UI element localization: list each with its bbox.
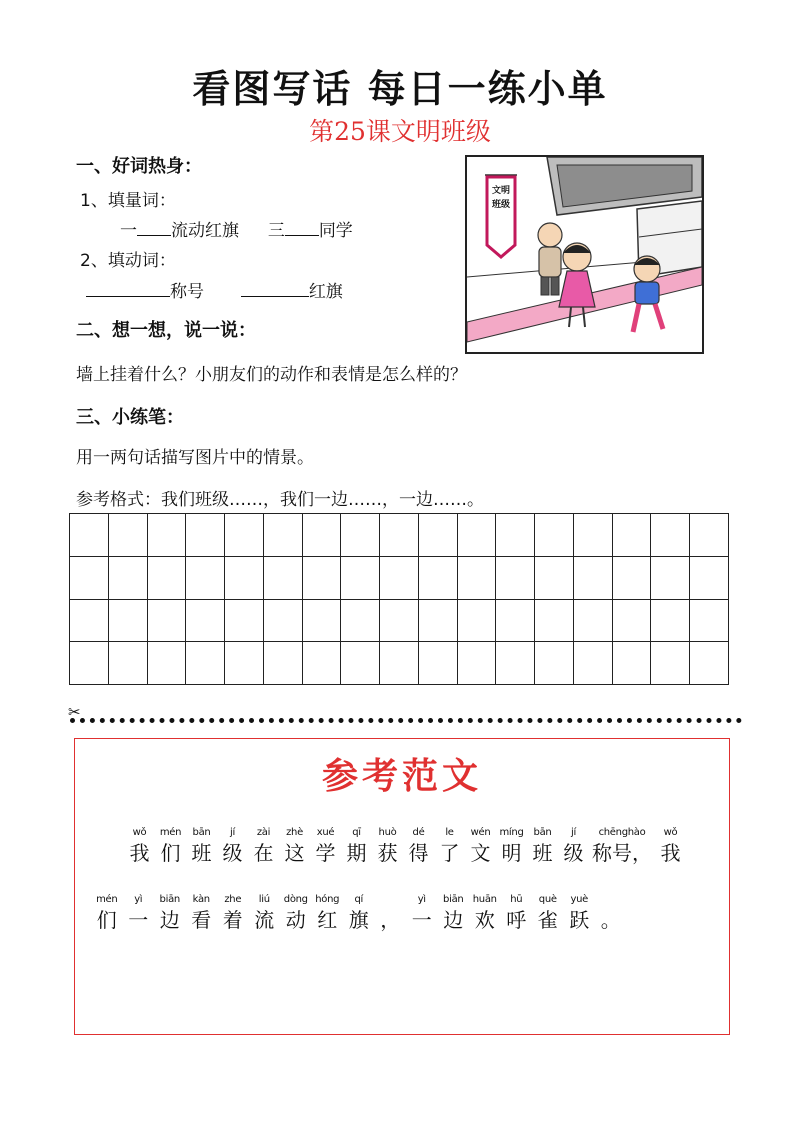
pinyin: le [445,827,454,838]
reference-line-1 [124,826,686,866]
grid-cell[interactable] [651,556,690,599]
pinyin-char [527,826,558,866]
classroom-illustration [465,155,704,354]
grid-cell[interactable] [302,556,341,599]
section3-instruction: 用一两句话描写图片中的情景。 [76,448,314,468]
pinyin: xué [316,827,335,838]
section3-format: 参考格式：我们班级……，我们一边……，一边……。 [76,490,484,510]
pinyin-char [589,826,655,866]
pinyin-char [248,826,279,866]
pinyin-char [469,893,501,933]
grid-cell[interactable] [690,556,729,599]
grid-cell[interactable] [70,556,109,599]
grid-cell[interactable] [263,599,302,642]
grid-cell[interactable] [496,556,535,599]
grid-cell[interactable] [573,599,612,642]
pinyin-char [155,826,186,866]
hanzi: 我 [129,841,150,865]
hanzi: ， [380,908,401,932]
q1-prefix-a: 一 [120,221,137,241]
grid-cell[interactable] [263,514,302,557]
pinyin-char [532,893,564,933]
grid-cell[interactable] [535,556,574,599]
grid-cell[interactable] [573,514,612,557]
q2-blank-a[interactable] [86,280,170,297]
q2-line [86,277,343,302]
pinyin: bān [533,827,552,838]
pinyin-char [655,826,686,866]
grid-cell[interactable] [380,599,419,642]
grid-cell[interactable] [108,514,147,557]
pinyin-char [154,893,186,933]
grid-cell[interactable] [418,642,457,685]
grid-cell[interactable] [535,514,574,557]
grid-cell[interactable] [186,599,225,642]
pinyin-char [434,826,465,866]
pinyin: yì [417,894,426,905]
pinyin: biān [443,894,464,905]
hanzi: 边 [443,908,464,932]
grid-cell[interactable] [147,642,186,685]
lesson-subtitle: 第25课文明班级 [309,117,491,146]
hanzi: 边 [159,908,180,932]
hanzi: 动 [285,908,306,932]
grid-cell[interactable] [496,514,535,557]
grid-cell[interactable] [690,642,729,685]
hanzi: 获 [377,841,398,865]
grid-cell[interactable] [341,599,380,642]
pinyin-char [343,893,375,933]
grid-cell[interactable] [302,642,341,685]
hanzi: 我 [660,841,681,865]
pinyin-char [124,826,155,866]
pinyin-char [501,893,533,933]
grid-cell[interactable] [418,599,457,642]
q1-word-b: 同学 [318,221,353,241]
pinyin-char [217,893,249,933]
grid-cell[interactable] [263,642,302,685]
pinyin: wǒ [132,827,147,838]
pinyin: qī [352,827,361,838]
hanzi: 一 [411,908,432,932]
pinyin-char [438,893,470,933]
pinyin-char [123,893,155,933]
pinyin-char [186,826,217,866]
grid-cell[interactable] [70,599,109,642]
hanzi: 看 [191,908,212,932]
hanzi: 着 [222,908,243,932]
grid-row [70,556,729,599]
grid-cell[interactable] [70,642,109,685]
pinyin [595,893,627,907]
pinyin: míng [499,827,524,838]
grid-cell[interactable] [457,599,496,642]
section3-heading: 三、小练笔： [76,407,184,428]
q2-word-a: 称号 [170,282,204,302]
grid-cell[interactable] [225,514,264,557]
grid-cell[interactable] [263,556,302,599]
grid-cell[interactable] [612,514,651,557]
hanzi: 在 [253,841,274,865]
grid-cell[interactable] [690,514,729,557]
grid-cell[interactable] [573,642,612,685]
pinyin: wǒ [663,827,678,838]
pinyin: chēnghào [598,827,646,838]
hanzi: 级 [563,841,584,865]
hanzi: 文 [470,841,491,865]
grid-cell[interactable] [341,642,380,685]
pinyin: yì [134,894,143,905]
pinyin-char [312,893,344,933]
grid-cell[interactable] [690,599,729,642]
illustration-drawing [467,157,702,352]
grid-cell[interactable] [108,599,147,642]
grid-row [70,599,729,642]
grid-cell[interactable] [186,642,225,685]
q1-blank-a[interactable] [137,219,171,236]
grid-cell[interactable] [651,514,690,557]
hanzi: 们 [96,908,117,932]
pinyin: dé [412,827,425,838]
grid-cell[interactable] [457,514,496,557]
hanzi: 班 [532,841,553,865]
pinyin [375,893,407,907]
pinyin-char [403,826,434,866]
hanzi: 班 [191,841,212,865]
pinyin: jí [571,827,576,838]
grid-cell[interactable] [651,642,690,685]
pinyin: wén [470,827,491,838]
pinyin: bān [192,827,211,838]
grid-cell[interactable] [341,514,380,557]
hanzi: 级 [222,841,243,865]
grid-cell[interactable] [108,556,147,599]
grid-cell[interactable] [535,642,574,685]
grid-cell[interactable] [225,642,264,685]
q2-label: 2、填动词： [80,251,176,271]
grid-cell[interactable] [186,556,225,599]
pinyin-char [496,826,527,866]
grid-cell[interactable] [535,599,574,642]
hanzi: 。 [600,908,621,932]
pinyin-char [372,826,403,866]
q1-label: 1、填量词： [80,191,176,211]
pinyin-char [341,826,372,866]
hanzi: 这 [284,841,305,865]
grid-cell[interactable] [418,556,457,599]
hanzi: 呼 [506,908,527,932]
pinyin: zhe [224,894,242,905]
svg-text:班级: 班级 [491,200,511,210]
grid-cell[interactable] [225,599,264,642]
pinyin-char [186,893,218,933]
grid-cell[interactable] [225,556,264,599]
section2-heading: 二、想一想，说一说： [76,320,256,341]
hanzi: 期 [346,841,367,865]
pinyin: dòng [283,894,308,905]
grid-cell[interactable] [70,514,109,557]
grid-cell[interactable] [457,642,496,685]
grid-cell[interactable] [186,514,225,557]
q1-blank-b[interactable] [285,219,319,236]
pinyin: mén [96,894,118,905]
grid-cell[interactable] [651,599,690,642]
pinyin-char [465,826,496,866]
pinyin: mén [159,827,182,838]
pinyin: hóng [315,894,340,905]
hanzi: 流 [254,908,275,932]
writing-grid[interactable] [69,513,729,685]
hanzi: 红 [317,908,338,932]
q1-prefix-b: 三 [267,221,285,241]
reference-title: 参考范文 [321,755,482,797]
grid-cell[interactable] [147,599,186,642]
grid-cell[interactable] [612,599,651,642]
worksheet-title: 看图写话 每日一练小单 [192,67,608,111]
pinyin: huān [472,894,497,905]
grid-cell[interactable] [380,642,419,685]
hanzi: 们 [160,841,181,865]
pinyin-char [558,826,589,866]
grid-cell[interactable] [612,642,651,685]
grid-cell[interactable] [147,556,186,599]
pinyin: zhè [286,827,303,838]
pinyin-char [595,893,627,933]
pinyin: jí [230,827,235,838]
hanzi: 学 [315,841,336,865]
cut-line [70,718,742,723]
pinyin: liú [258,894,270,905]
section2-question: 墙上挂着什么？小朋友们的动作和表情是怎么样的？ [76,365,467,385]
pinyin: qí [354,894,364,905]
pinyin-char [217,826,248,866]
pinyin: què [538,894,557,905]
scissors-icon: ✂ [68,703,81,721]
grid-cell[interactable] [380,514,419,557]
hanzi: 一 [128,908,149,932]
grid-cell[interactable] [302,599,341,642]
q2-word-b: 红旗 [308,282,343,302]
hanzi: 得 [408,841,429,865]
grid-cell[interactable] [496,642,535,685]
grid-cell[interactable] [147,514,186,557]
hanzi: 明 [501,841,522,865]
hanzi: 旗 [348,908,369,932]
pinyin: yuè [570,894,588,905]
grid-cell[interactable] [457,556,496,599]
hanzi: 雀 [537,908,558,932]
pinyin-char [564,893,596,933]
pinyin-char [280,893,312,933]
pinyin: hū [510,894,523,905]
section1-heading: 一、好词热身： [76,156,202,177]
pinyin-char [310,826,341,866]
hanzi: 欢 [474,908,495,932]
q1-line [120,216,353,241]
banner-text: 文明 [491,186,511,196]
pinyin: kàn [192,894,210,905]
pinyin-char [249,893,281,933]
grid-cell[interactable] [302,514,341,557]
grid-cell[interactable] [341,556,380,599]
grid-row [70,514,729,557]
reference-line-2 [91,893,627,933]
grid-cell[interactable] [612,556,651,599]
hanzi: 跃 [569,908,590,932]
pinyin-char [375,893,407,933]
pinyin: zài [256,827,271,838]
hanzi: 了 [439,841,460,865]
q1-word-a: 流动红旗 [171,221,239,241]
grid-cell[interactable] [108,642,147,685]
grid-cell[interactable] [380,556,419,599]
grid-cell[interactable] [496,599,535,642]
pinyin-char [279,826,310,866]
pinyin: biān [159,894,180,905]
hanzi: 称号， [592,841,652,865]
grid-row [70,642,729,685]
pinyin: huò [378,827,397,838]
grid-cell[interactable] [418,514,457,557]
q2-blank-b[interactable] [241,280,309,297]
grid-cell[interactable] [573,556,612,599]
pinyin-char [406,893,438,933]
pinyin-char [91,893,123,933]
